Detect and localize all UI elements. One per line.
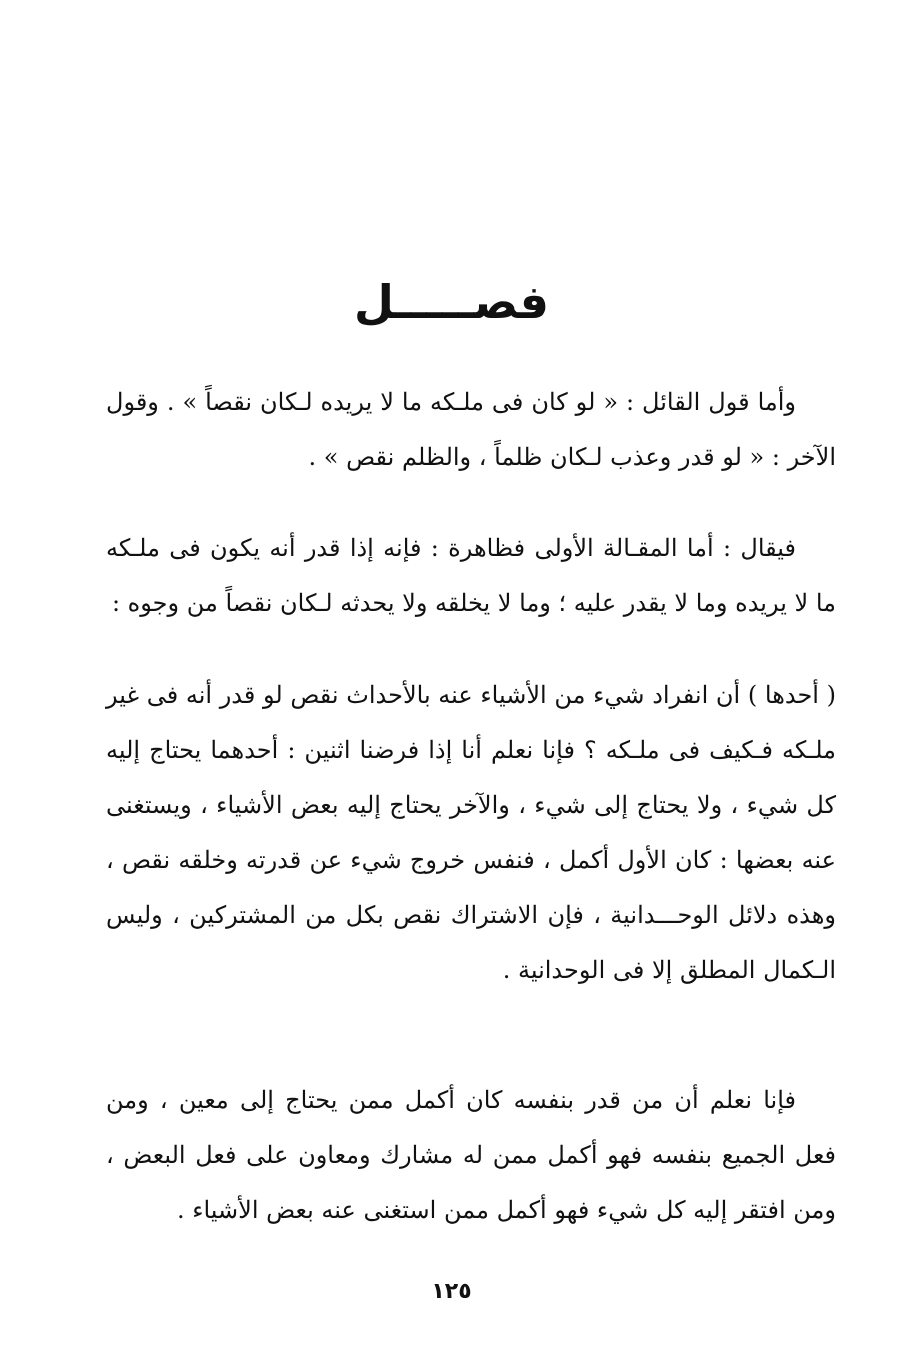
paragraph-1: وأما قول القائل : « لو كان فى ملـكه ما لا يريده لـكان نقصاً » . وقول الآخر : « لو قدر وعذب لـكان ظلماً ، والظلم نقص » .	[106, 388, 836, 471]
section-heading: فصـــــل	[353, 275, 550, 329]
paragraph-3: ( أحدها ) أن انفراد شيء من الأشياء عنه بالأحداث نقص لو قدر أنه فى غير ملـكه فـكيف فى ملـكه ؟ فإنا نعلم أنا إذا فرضنا اثنين : أحدهما يحتاج إليه كل شيء ، ولا يحتاج إلى شيء ، والآخر يحتاج إليه بعض الأشياء ، ويستغنى عنه بعضها : كان الأول أكمل ، فنفس خروج شيء عن قدرته وخلقه نقص ، وهذه دلائل الوحـــدانية ، فإن الاشتراك نقص بكل من المشتركين ، وليس الـكمال المطلق إلا فى الوحدانية .	[106, 681, 837, 984]
page-number: ١٢٥	[431, 1279, 472, 1304]
paragraph-2: فيقال : أما المقـالة الأولى فظاهرة : فإنه إذا قدر أنه يكون فى ملـكه ما لا يريده وما لا يقدر عليه ؛ وما لا يخلقه ولا يحدثه لـكان نقصاً من وجوه :	[106, 534, 836, 617]
paragraph-4: فإنا نعلم أن من قدر بنفسه كان أكمل ممن يحتاج إلى معين ، ومن فعل الجميع بنفسه فهو أكمل ممن له مشارك ومعاون على فعل البعض ، ومن افتقر إليه كل شيء فهو أكمل ممن استغنى عنه بعض الأشياء .	[106, 1086, 836, 1224]
